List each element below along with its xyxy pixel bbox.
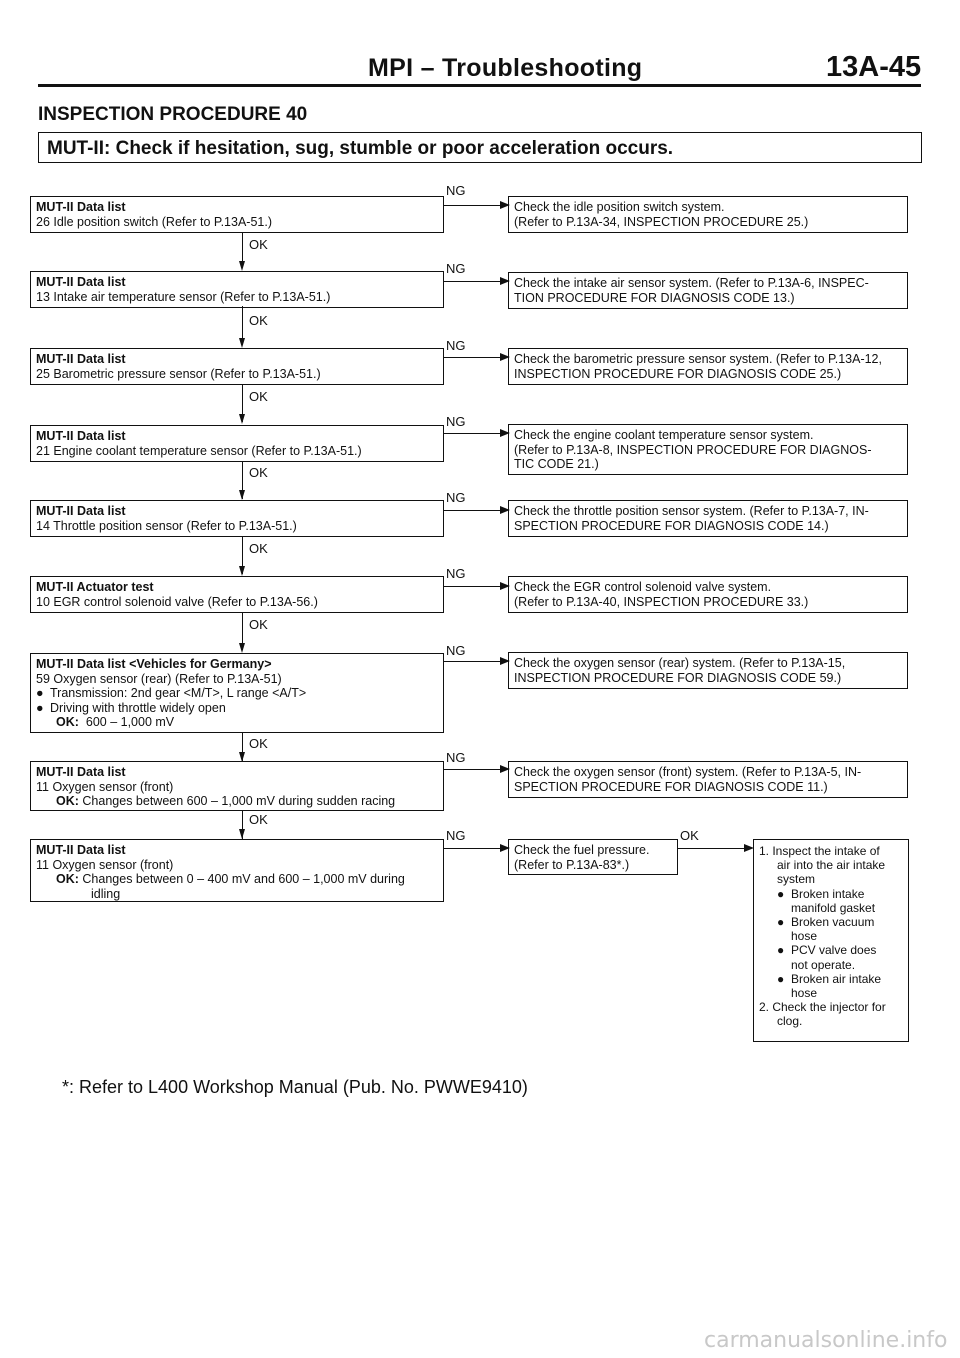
final-bullet: Broken air intake xyxy=(791,971,882,986)
result-line: Check the oxygen sensor (front) system. (Refer to P.13A-5, IN- xyxy=(514,765,862,779)
result-line: Check the oxygen sensor (rear) system. (Refer to P.13A-15, xyxy=(514,656,846,670)
result-box-5 xyxy=(508,500,908,537)
result-box-3 xyxy=(508,348,908,385)
final-item-1-cont: air into the air intake xyxy=(777,858,886,873)
ok-criteria-value: Changes between 600 – 1,000 mV during sudden racing xyxy=(82,794,396,808)
check-box-2 xyxy=(30,271,444,308)
result-line: TIC CODE 21.) xyxy=(514,457,599,471)
check-line: 25 Barometric pressure sensor (Refer to P.13A-51.) xyxy=(36,366,321,381)
check-line: 26 Idle position switch (Refer to P.13A-51.) xyxy=(36,214,273,229)
footnote: *: Refer to L400 Workshop Manual (Pub. No. PWWE9410) xyxy=(62,1077,528,1097)
ok-criteria-value: 600 – 1,000 mV xyxy=(85,715,175,729)
ng-connector-9 xyxy=(444,848,504,849)
check-bullet: Transmission: 2nd gear <M/T>, L range <A/T> xyxy=(50,686,307,700)
result-line: (Refer to P.13A-40, INSPECTION PROCEDURE 33.) xyxy=(514,594,809,609)
arrow-down-icon xyxy=(239,490,245,500)
result-line: (Refer to P.13A-83*.) xyxy=(514,857,630,872)
header-rule xyxy=(38,84,921,87)
bullet-icon: ● xyxy=(777,971,785,986)
result-line: INSPECTION PROCEDURE FOR DIAGNOSIS CODE 25.) xyxy=(514,366,842,381)
ok-label-5: OK xyxy=(249,541,268,556)
result-line: Check the barometric pressure sensor system. (Refer to P.13A-12, xyxy=(514,352,882,366)
ng-connector-7 xyxy=(444,661,504,662)
result-line: Check the idle position switch system. xyxy=(514,200,725,214)
check-head: MUT-II Data list xyxy=(36,429,126,443)
ok-label-8: OK xyxy=(249,812,268,827)
ng-label-9: NG xyxy=(446,828,466,843)
ok-label-6: OK xyxy=(249,617,268,632)
result-line: Check the EGR control solenoid valve system. xyxy=(514,580,772,594)
ok-label-final: OK xyxy=(680,828,699,843)
check-line: 11 Oxygen sensor (front) xyxy=(36,779,174,794)
final-item-1: 1. Inspect the intake of xyxy=(759,844,880,858)
check-box-5 xyxy=(30,500,444,537)
result-line: (Refer to P.13A-8, INSPECTION PROCEDURE FOR DIAGNOS- xyxy=(514,442,872,457)
check-head: MUT-II Data list xyxy=(36,504,126,518)
final-bullet-cont: manifold gasket xyxy=(791,900,876,915)
check-line: 21 Engine coolant temperature sensor (Refer to P.13A-51.) xyxy=(36,443,362,458)
arrow-down-icon xyxy=(239,414,245,424)
result-box-4 xyxy=(508,424,908,475)
check-head: MUT-II Data list xyxy=(36,275,126,289)
bullet-icon: ● xyxy=(777,915,785,930)
result-line: (Refer to P.13A-34, INSPECTION PROCEDURE 25.) xyxy=(514,214,809,229)
watermark: carmanualsonline.info xyxy=(704,1328,948,1353)
ng-connector-4 xyxy=(444,433,504,434)
ok-criteria-value: Changes between 0 – 400 mV and 600 – 1,000 mV during xyxy=(82,872,405,886)
result-box-7 xyxy=(508,652,908,689)
check-line: 59 Oxygen sensor (rear) (Refer to P.13A-51) xyxy=(36,671,282,686)
bullet-icon: ● xyxy=(36,686,44,700)
check-head: MUT-II Actuator test xyxy=(36,580,154,594)
header-title: MPI – Troubleshooting xyxy=(368,54,643,82)
check-line: 13 Intake air temperature sensor (Refer to P.13A-51.) xyxy=(36,289,331,304)
result-line: INSPECTION PROCEDURE FOR DIAGNOSIS CODE 59.) xyxy=(514,670,842,685)
final-item-2-cont: clog. xyxy=(777,1014,803,1029)
arrow-down-icon xyxy=(239,643,245,653)
result-line: Check the engine coolant temperature sensor system. xyxy=(514,428,814,442)
final-bullet-cont: not operate. xyxy=(791,957,856,972)
ng-connector-8 xyxy=(444,769,504,770)
ng-label-2: NG xyxy=(446,261,466,276)
ok-criteria-value-cont: idling xyxy=(91,886,121,901)
check-line: 10 EGR control solenoid valve (Refer to P.13A-56.) xyxy=(36,594,318,609)
ng-connector-3 xyxy=(444,357,504,358)
ok-label-1: OK xyxy=(249,237,268,252)
result-box-1 xyxy=(508,196,908,233)
ok-criteria-label: OK: xyxy=(56,872,79,886)
arrow-down-icon xyxy=(239,566,245,576)
check-head: MUT-II Data list xyxy=(36,843,126,857)
procedure-title: INSPECTION PROCEDURE 40 xyxy=(38,104,308,125)
result-box-6 xyxy=(508,576,908,613)
bullet-icon: ● xyxy=(36,700,44,715)
result-line: Check the throttle position sensor system. (Refer to P.13A-7, IN- xyxy=(514,504,869,518)
result-line: TION PROCEDURE FOR DIAGNOSIS CODE 13.) xyxy=(514,290,795,305)
bullet-icon: ● xyxy=(777,886,785,901)
check-line: 11 Oxygen sensor (front) xyxy=(36,857,174,872)
symptom-text: MUT-II: Check if hesitation, sug, stumble or poor acceleration occurs. xyxy=(47,138,674,159)
check-box-4 xyxy=(30,425,444,462)
final-bullet-cont: hose xyxy=(791,986,818,1001)
final-bullet: Broken vacuum xyxy=(791,915,875,930)
result-line: Check the fuel pressure. xyxy=(514,843,650,857)
ng-label-3: NG xyxy=(446,338,466,353)
arrow-down-icon xyxy=(239,338,245,348)
final-item-2: 2. Check the injector for xyxy=(759,1000,886,1015)
check-head: MUT-II Data list xyxy=(36,200,126,214)
check-box-9 xyxy=(30,839,444,902)
result-box-2 xyxy=(508,272,908,309)
result-line: SPECTION PROCEDURE FOR DIAGNOSIS CODE 11.) xyxy=(514,779,828,794)
ng-label-5: NG xyxy=(446,490,466,505)
final-bullet: PCV valve does xyxy=(791,943,877,958)
ok-label-7: OK xyxy=(249,736,268,751)
final-item-1-cont: system xyxy=(777,872,816,887)
final-bullet-cont: hose xyxy=(791,929,818,944)
result-line: Check the intake air sensor system. (Refer to P.13A-6, INSPEC- xyxy=(514,276,869,290)
result-line: SPECTION PROCEDURE FOR DIAGNOSIS CODE 14.) xyxy=(514,518,829,533)
result-box-8 xyxy=(508,761,908,798)
check-box-6 xyxy=(30,576,444,613)
check-head: MUT-II Data list <Vehicles for Germany> xyxy=(36,657,272,671)
ng-connector-6 xyxy=(444,586,504,587)
ok-criteria-label: OK: xyxy=(56,794,79,808)
ok-connector-final xyxy=(678,848,748,849)
final-bullet: Broken intake xyxy=(791,886,865,901)
ng-connector-5 xyxy=(444,510,504,511)
symptom-box xyxy=(38,132,922,163)
check-bullet: Driving with throttle widely open xyxy=(50,700,226,715)
arrow-down-icon xyxy=(239,829,245,839)
ng-connector-1 xyxy=(444,205,504,206)
ok-label-2: OK xyxy=(249,313,268,328)
ng-label-8: NG xyxy=(446,750,466,765)
check-box-7 xyxy=(30,653,444,733)
check-box-8 xyxy=(30,761,444,811)
ok-criteria-label: OK: xyxy=(56,715,79,729)
check-box-3 xyxy=(30,348,444,385)
ok-label-3: OK xyxy=(249,389,268,404)
bullet-icon: ● xyxy=(777,943,785,958)
ng-label-7: NG xyxy=(446,643,466,658)
ng-label-1: NG xyxy=(446,183,466,198)
ng-connector-2 xyxy=(444,281,504,282)
arrow-down-icon xyxy=(239,261,245,271)
final-action-box xyxy=(753,839,909,1042)
ok-label-4: OK xyxy=(249,465,268,480)
check-head: MUT-II Data list xyxy=(36,765,126,779)
check-line: 14 Throttle position sensor (Refer to P.13A-51.) xyxy=(36,518,297,533)
page-number: 13A-45 xyxy=(826,51,922,83)
fuel-pressure-box xyxy=(508,839,678,875)
check-head: MUT-II Data list xyxy=(36,352,126,366)
check-box-1 xyxy=(30,196,444,233)
ng-label-4: NG xyxy=(446,414,466,429)
ng-label-6: NG xyxy=(446,566,466,581)
